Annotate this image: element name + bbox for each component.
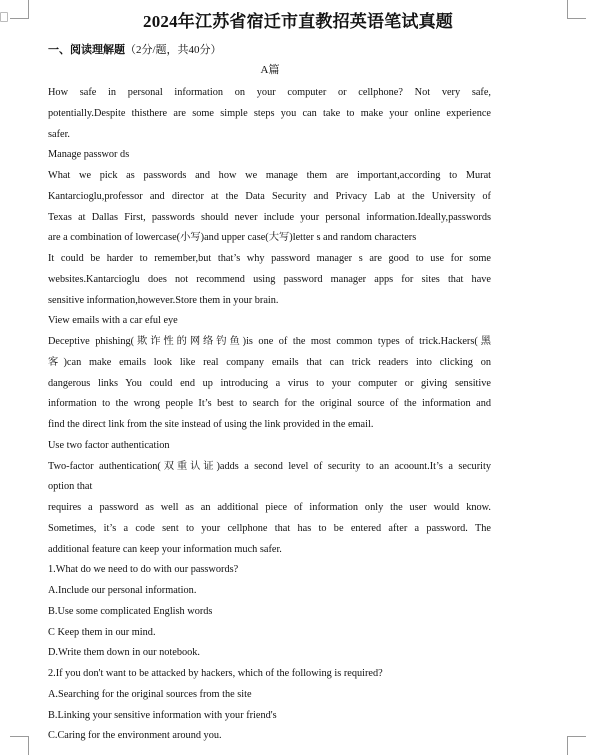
text-line: dangerous links You could end up introducing a virus to your computer or giving sensitive [48, 377, 491, 389]
text-line: B.Linking your sensitive information with your friend's [48, 709, 277, 721]
text-line: potentially.Despite thisthere are some simple steps you can take to make your online experience [48, 107, 491, 119]
text-line: A.Include our personal information. [48, 585, 197, 596]
crop-mark-bottom-right [567, 736, 586, 755]
text-line: Kantarcioglu,professor and director at the Data Security and Privacy Lab at the University of [48, 190, 491, 202]
text-line: View emails with a car eful eye [48, 315, 178, 327]
text-line: websites.Kantarcioglu does not recommend using password manager apps for sites that have [48, 273, 491, 285]
text-line: information to the wrong people It’s best to search for the original source of the information and [48, 398, 491, 410]
text-line: find the direct link from the site instead of using the link provided in the email. [48, 419, 374, 430]
text-line: are a combination of lowercase(小写)and upper case(大写)letter s and random characters [48, 232, 417, 244]
section-heading [48, 42, 222, 58]
document-body [48, 83, 491, 747]
crop-mark-bottom-left [10, 736, 29, 755]
text-line: Sometimes, it’s a code sent to your cellphone that has to be entered after a password. The [48, 522, 491, 534]
text-line: C Keep them in our mind. [48, 626, 156, 638]
text-line: option that [48, 481, 93, 493]
text-line: additional feature can keep your information much safer. [48, 543, 282, 555]
text-line: sensitive information,however.Store them in your brain. [48, 294, 279, 306]
section-label: 一、阅读理解题 [48, 44, 125, 56]
document-title: 2024年江苏省宿迁市直教招英语笔试真题 [143, 12, 453, 31]
text-line: 2.If you don't want to be attacked by hackers, which of the following is required? [48, 668, 383, 679]
text-line: Deceptive phishing(欺诈性的网络钓鱼)is one of the most common types of trick.Hackers(黑 [48, 336, 491, 347]
text-line: B.Use some complicated English words [48, 605, 213, 617]
passage-label: A篇 [260, 64, 280, 76]
text-line: C.Caring for the environment around you. [48, 730, 222, 742]
text-line: 客)can make emails look like real company emails that can trick readers into clicking on [48, 356, 491, 368]
text-line: It could be harder to remember,but that’s why password manager s are good to use for some [48, 253, 491, 264]
text-line: Two-factor authentication(双重认证)adds a second level of security to an acoount.It’s a security [48, 460, 491, 472]
text-line: Manage passwor ds [48, 149, 130, 161]
text-line: Texas at Dallas First, passwords should never include your personal information.Ideally,passwords [48, 211, 491, 223]
text-line: safer. [48, 128, 71, 140]
text-line: D.Write them down in our notebook. [48, 647, 201, 659]
section-score: （2分/题，共40分） [125, 44, 222, 56]
text-line: requires a password as well as an additional piece of information only the user would know. [48, 502, 491, 513]
text-line: How safe in personal information on your computer or cellphone? Not very safe, [48, 87, 491, 98]
text-line: Use two factor authentication [48, 439, 170, 451]
text-line: What we pick as passwords and how we manage them are important,according to Murat [48, 170, 491, 181]
text-line: A.Searching for the original sources from the site [48, 688, 252, 700]
text-line: 1.What do we need to do with our passwords? [48, 564, 239, 576]
